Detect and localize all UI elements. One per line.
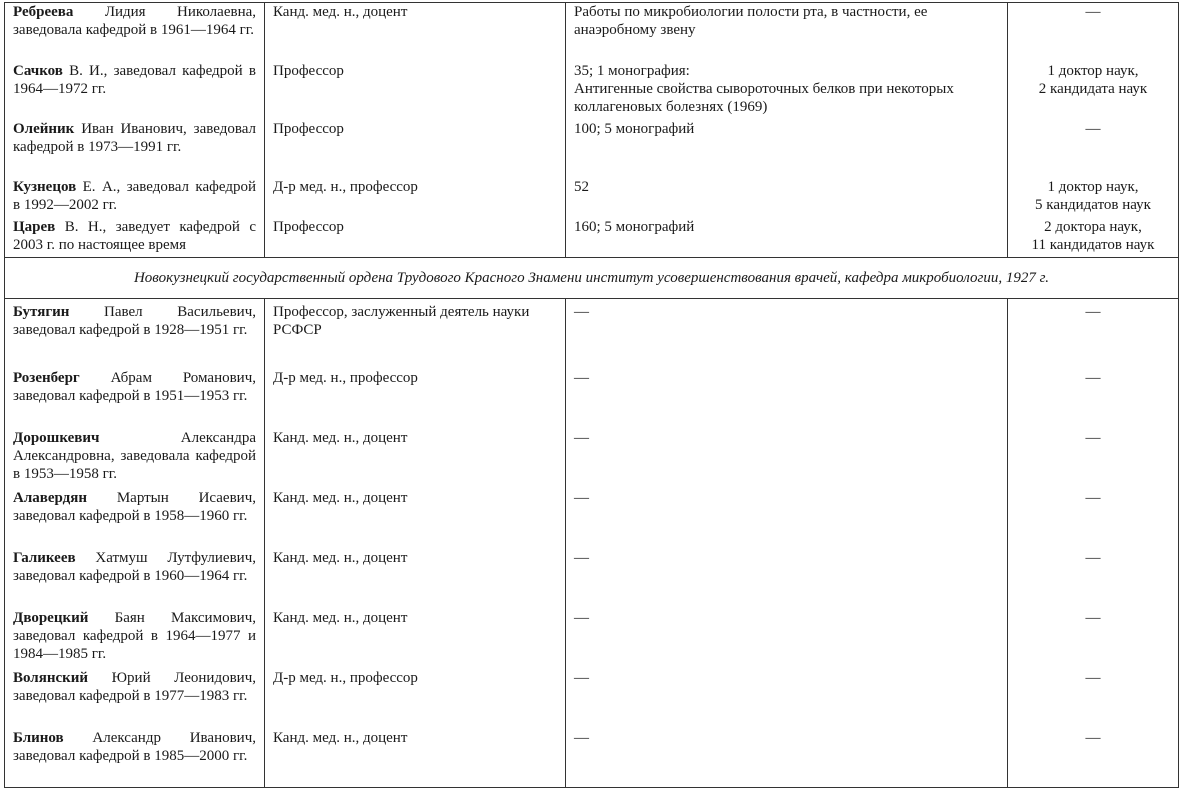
table-row bbox=[5, 178, 1179, 218]
person-cell bbox=[5, 178, 265, 218]
person-cell bbox=[5, 62, 265, 120]
person-details: Баян Максимович, заведовал кафедрой в 1964—1977 и 1984—1985 гг. bbox=[13, 610, 256, 662]
degree-cell bbox=[265, 489, 566, 549]
person-details: Мартын Исаевич, заведовал кафедрой в 1958—1960 гг. bbox=[13, 490, 256, 524]
section-header: Новокузнецкий государственный ордена Трудового Красного Знамени институт усовершенствования врачей, кафедра микробиологии, 1927 г. bbox=[5, 258, 1179, 299]
person-details: Лидия Николаевна, заведовала кафедрой в 1961—1964 гг. bbox=[13, 4, 256, 38]
person-details: В. И., заведовал кафедрой в 1964—1972 гг. bbox=[13, 63, 256, 97]
degree-text: Канд. мед. н., доцент bbox=[273, 550, 408, 566]
degree-cell bbox=[265, 429, 566, 489]
degree-cell bbox=[265, 729, 566, 788]
person-cell bbox=[5, 729, 265, 788]
degree-cell bbox=[265, 218, 566, 258]
students-line: — bbox=[1085, 370, 1101, 386]
works-line: — bbox=[574, 304, 589, 320]
works-line: — bbox=[574, 370, 589, 386]
table-row bbox=[5, 299, 1179, 370]
degree-text: Канд. мед. н., доцент bbox=[273, 4, 408, 20]
degree-cell bbox=[265, 3, 566, 63]
person-details: Абрам Романович, заведовал кафедрой в 1951—1953 гг. bbox=[13, 370, 256, 404]
person-details: Иван Иванович, заведовал кафедрой в 1973—1991 гг. bbox=[13, 121, 256, 155]
works-cell bbox=[566, 669, 1008, 729]
person-cell bbox=[5, 669, 265, 729]
surname: Олейник bbox=[13, 121, 75, 137]
table-row bbox=[5, 609, 1179, 669]
degree-text: Д-р мед. н., профессор bbox=[273, 670, 418, 686]
table-row bbox=[5, 669, 1179, 729]
person-cell bbox=[5, 3, 265, 63]
works-line: 52 bbox=[574, 179, 589, 195]
surname: Бутягин bbox=[13, 304, 70, 320]
degree-cell bbox=[265, 549, 566, 609]
works-cell bbox=[566, 120, 1008, 178]
surname: Кузнецов bbox=[13, 179, 77, 195]
person-cell bbox=[5, 299, 265, 370]
works-line: Работы по микробиологии полости рта, в частности, ее анаэробному звену bbox=[574, 4, 928, 38]
students-line: — bbox=[1085, 304, 1101, 320]
surname: Алавердян bbox=[13, 490, 87, 506]
surname: Дворецкий bbox=[13, 610, 89, 626]
students-line: 2 кандидата наук bbox=[1038, 81, 1148, 97]
degree-text: Д-р мед. н., профессор bbox=[273, 370, 418, 386]
person-cell bbox=[5, 609, 265, 669]
students-line: 1 доктор наук, bbox=[1047, 179, 1139, 195]
surname: Сачков bbox=[13, 63, 63, 79]
surname: Царев bbox=[13, 219, 56, 235]
works-cell bbox=[566, 729, 1008, 788]
degree-text: Канд. мед. н., доцент bbox=[273, 430, 408, 446]
degree-cell bbox=[265, 299, 566, 370]
students-line: 2 доктора наук, bbox=[1044, 219, 1142, 235]
degree-cell bbox=[265, 609, 566, 669]
works-cell bbox=[566, 549, 1008, 609]
person-cell bbox=[5, 489, 265, 549]
table-row bbox=[5, 369, 1179, 429]
students-line: — bbox=[1085, 4, 1101, 20]
surname: Волянский bbox=[13, 670, 89, 686]
surname: Блинов bbox=[13, 730, 64, 746]
students-cell bbox=[1008, 549, 1179, 609]
students-line: — bbox=[1085, 670, 1101, 686]
degree-text: Профессор bbox=[273, 63, 344, 79]
degree-cell bbox=[265, 120, 566, 178]
works-line: — bbox=[574, 730, 589, 746]
table-row bbox=[5, 3, 1179, 63]
table-row bbox=[5, 549, 1179, 609]
table-row bbox=[5, 489, 1179, 549]
students-cell bbox=[1008, 489, 1179, 549]
works-cell bbox=[566, 489, 1008, 549]
person-cell bbox=[5, 218, 265, 258]
students-cell bbox=[1008, 609, 1179, 669]
students-cell bbox=[1008, 299, 1179, 370]
students-line: — bbox=[1085, 490, 1101, 506]
person-details: Хатмуш Лутфулиевич, заведовал кафедрой в 1960—1964 гг. bbox=[13, 550, 256, 584]
person-details: В. Н., заведует кафедрой с 2003 г. по настоящее время bbox=[13, 219, 256, 253]
students-cell bbox=[1008, 669, 1179, 729]
students-line: 11 кандидатов наук bbox=[1031, 237, 1155, 253]
students-cell bbox=[1008, 178, 1179, 218]
works-cell bbox=[566, 3, 1008, 63]
section-header-row bbox=[5, 258, 1179, 299]
person-details: Павел Васильевич, заведовал кафедрой в 1928—1951 гг. bbox=[13, 304, 256, 338]
students-line: — bbox=[1085, 121, 1101, 137]
degree-text: Профессор bbox=[273, 219, 344, 235]
students-cell bbox=[1008, 729, 1179, 788]
degree-cell bbox=[265, 62, 566, 120]
person-details: Юрий Леонидович, заведовал кафедрой в 1977—1983 гг. bbox=[13, 670, 256, 704]
table-row bbox=[5, 120, 1179, 178]
degree-text: Профессор, заслуженный деятель науки РСФСР bbox=[273, 304, 530, 338]
works-cell bbox=[566, 609, 1008, 669]
students-line: 5 кандидатов наук bbox=[1035, 197, 1151, 213]
table-body bbox=[5, 3, 1179, 788]
degree-text: Канд. мед. н., доцент bbox=[273, 610, 408, 626]
students-cell bbox=[1008, 120, 1179, 178]
works-cell bbox=[566, 218, 1008, 258]
degree-text: Канд. мед. н., доцент bbox=[273, 490, 408, 506]
surname: Ребреева bbox=[13, 4, 74, 20]
table-row bbox=[5, 429, 1179, 489]
students-cell bbox=[1008, 369, 1179, 429]
students-line: — bbox=[1085, 730, 1101, 746]
surname: Галикеев bbox=[13, 550, 76, 566]
students-cell bbox=[1008, 429, 1179, 489]
degree-cell bbox=[265, 669, 566, 729]
department-heads-table bbox=[4, 2, 1179, 788]
works-cell bbox=[566, 299, 1008, 370]
person-details: Александр Иванович, заведовал кафедрой в 1985—2000 гг. bbox=[13, 730, 256, 764]
works-cell bbox=[566, 178, 1008, 218]
surname: Дорошкевич bbox=[13, 430, 100, 446]
table-row bbox=[5, 218, 1179, 258]
table-row bbox=[5, 62, 1179, 120]
students-cell bbox=[1008, 218, 1179, 258]
students-line: — bbox=[1085, 550, 1101, 566]
students-line: — bbox=[1085, 610, 1101, 626]
works-line: 100; 5 монографий bbox=[574, 121, 695, 137]
surname: Розенберг bbox=[13, 370, 80, 386]
degree-text: Д-р мед. н., профессор bbox=[273, 179, 418, 195]
works-line: Антигенные свойства сывороточных белков при некоторых коллагеновых болезнях (1969) bbox=[574, 81, 954, 115]
works-cell bbox=[566, 62, 1008, 120]
person-cell bbox=[5, 369, 265, 429]
works-line: — bbox=[574, 550, 589, 566]
table-row bbox=[5, 729, 1179, 788]
works-line: 35; 1 монография: bbox=[574, 63, 690, 79]
works-line: 160; 5 монографий bbox=[574, 219, 695, 235]
works-line: — bbox=[574, 670, 589, 686]
works-cell bbox=[566, 429, 1008, 489]
person-cell bbox=[5, 120, 265, 178]
degree-text: Профессор bbox=[273, 121, 344, 137]
works-line: — bbox=[574, 610, 589, 626]
students-line: 1 доктор наук, bbox=[1047, 63, 1139, 79]
degree-text: Канд. мед. н., доцент bbox=[273, 730, 408, 746]
degree-cell bbox=[265, 178, 566, 218]
person-cell bbox=[5, 429, 265, 489]
works-cell bbox=[566, 369, 1008, 429]
works-line: — bbox=[574, 430, 589, 446]
person-cell bbox=[5, 549, 265, 609]
person-details: Е. А., заведовал кафедрой в 1992—2002 гг. bbox=[13, 179, 256, 213]
students-line: — bbox=[1085, 430, 1101, 446]
students-cell bbox=[1008, 3, 1179, 63]
students-cell bbox=[1008, 62, 1179, 120]
person-details: Александра Александровна, заведовала кафедрой в 1953—1958 гг. bbox=[13, 430, 256, 482]
degree-cell bbox=[265, 369, 566, 429]
works-line: — bbox=[574, 490, 589, 506]
